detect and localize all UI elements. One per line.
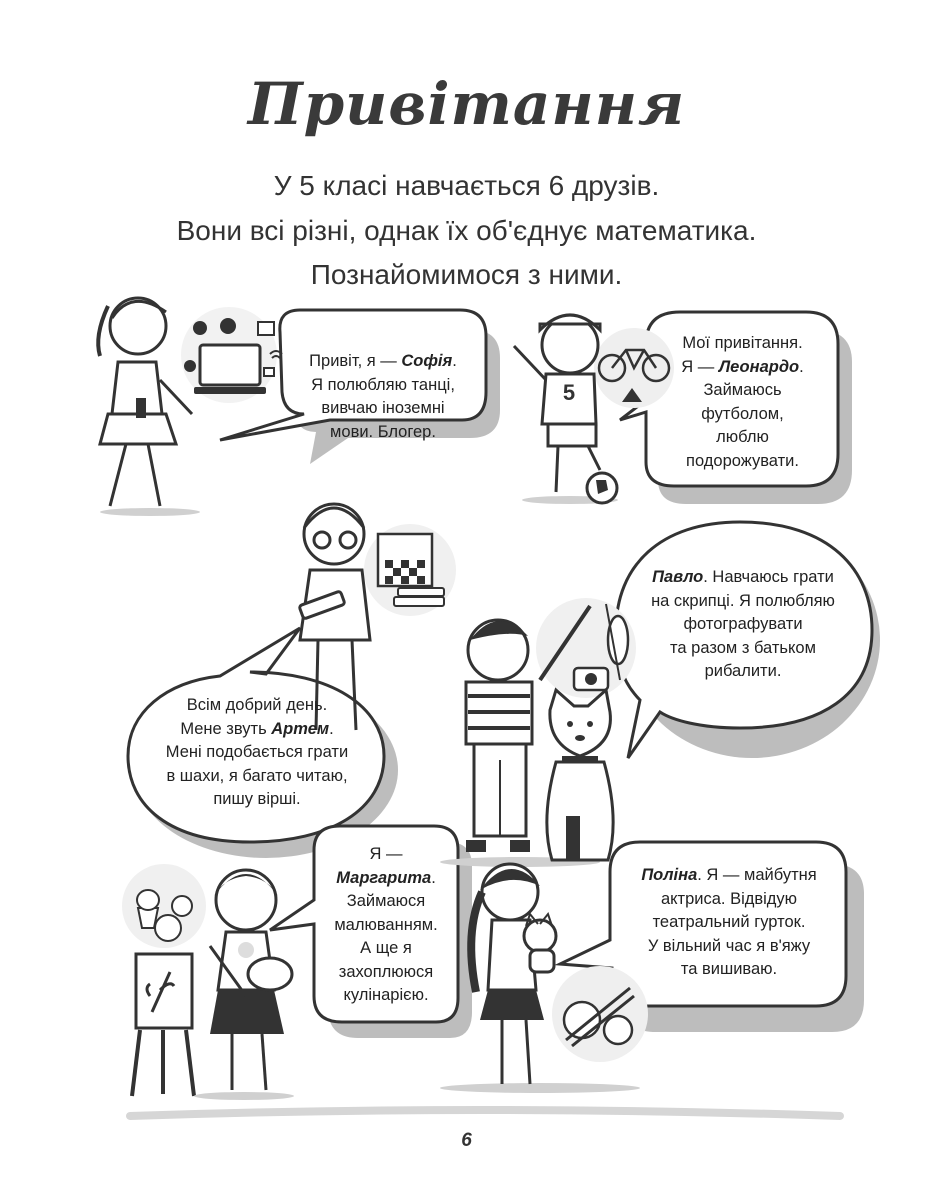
shirt-number: 5 [562, 380, 576, 405]
name-margaryta: Маргарита [336, 868, 432, 887]
intro-line-3: Познайомимося з ними. [310, 259, 623, 290]
name-artem: Артем [271, 719, 330, 738]
bubble-text-margaryta: Я — Маргарита. Займаюся малюванням. А ще я захоплююся кулінарією. [334, 845, 438, 1004]
leonardo-figure [514, 315, 618, 504]
intro-line-2: Вони всі різні, однак їх об'єднує математика. [176, 215, 757, 246]
sofia-gadgets-icon [181, 307, 282, 403]
bubble-text-pavlo: Павло. Навчаюсь грати на скрипці. Я полюбляю фотографувати та разом з батьком рибалити. [651, 568, 835, 680]
bubble-text-artem: Всім добрий день. Мене звуть Артем. Мені подобається грати в шахи, я багато читаю, пишу вірші. [165, 696, 349, 808]
margaryta-figure [194, 870, 294, 1100]
bubble-text-sofia: Привіт, я — Софія. Я полюбляю танці, вивчаю іноземні мови. Блогер. [309, 352, 457, 441]
bubble-text-polina: Поліна. Я — майбутня актриса. Відвідую театральний гурток. У вільний час я в'яжу та вишиваю. [641, 866, 817, 978]
page-number: 6 [461, 1130, 472, 1151]
name-leonardo: Леонардо [718, 357, 800, 376]
intro-line-1: У 5 класі навчається 6 друзів. [273, 170, 660, 201]
chess-books-icon [364, 524, 456, 616]
name-polina: Поліна [641, 866, 698, 884]
name-pavlo: Павло [652, 568, 704, 586]
page-title: Привітання [247, 70, 686, 138]
sofia-figure [98, 298, 200, 516]
easel-icon [132, 954, 194, 1096]
bubble-text-leonardo: Мої привітання. Я — Леонардо. Займаюсь футболом, люблю подорожувати. [681, 334, 804, 470]
cooking-flowers-icon [122, 864, 206, 948]
name-sofia: Софія [401, 352, 453, 370]
dog-figure [547, 690, 613, 860]
